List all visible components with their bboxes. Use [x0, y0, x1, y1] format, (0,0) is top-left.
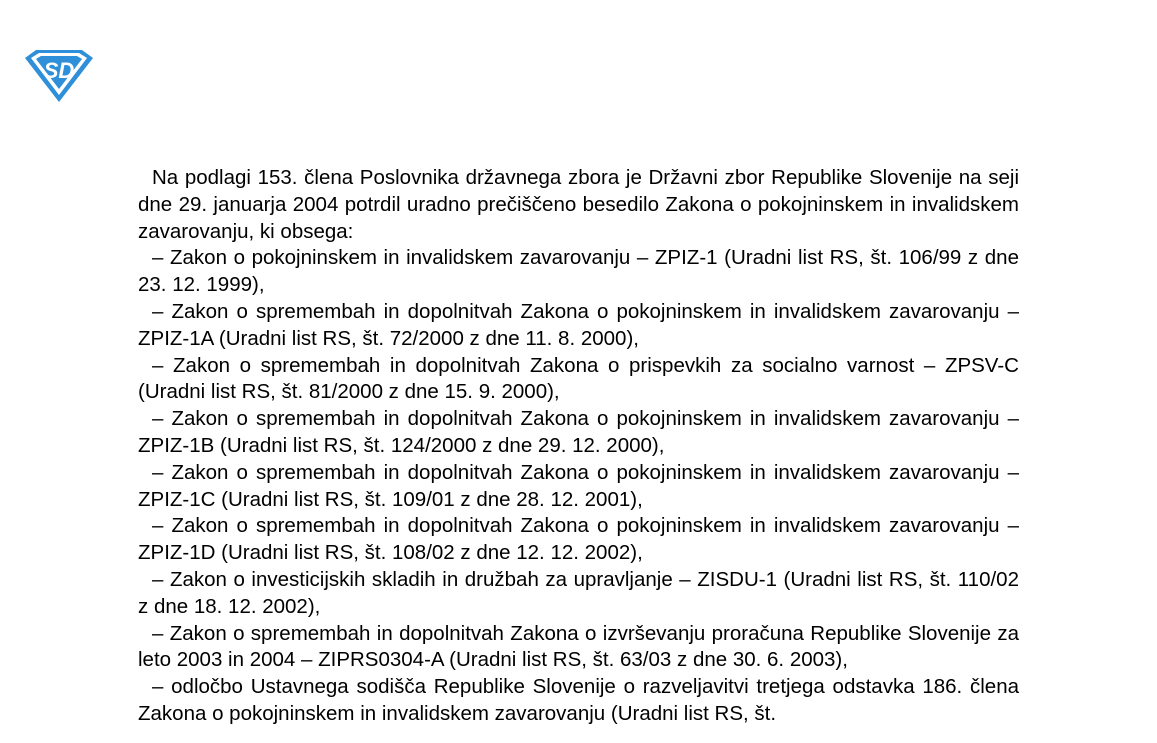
intro-paragraph: Na podlagi 153. člena Poslovnika državnega zbora je Državni zbor Republike Slovenije na seji dne 29. januarja 2004 potrdil uradno prečiščeno besedilo Zakona o pokojninskem in invalidskem zavarovanju, ki obsega: [138, 166, 1019, 243]
list-item: – Zakon o spremembah in dopolnitvah Zakona o izvrševanju proračuna Republike Slovenije za leto 2003 in 2004 – ZIPRS0304-A (Uradni list RS, št. 63/03 z dne 30. 6. 2003), [138, 621, 1019, 672]
list-item: – Zakon o spremembah in dopolnitvah Zakona o pokojninskem in invalidskem zavarovanju – ZPIZ-1D (Uradni list RS, št. 108/02 z dne 12. 12. 2002), [138, 514, 1019, 565]
list-item: – Zakon o spremembah in dopolnitvah Zakona o pokojninskem in invalidskem zavarovanju – ZPIZ-1B (Uradni list RS, št. 124/2000 z dne 29. 12. 2000), [138, 407, 1019, 457]
list-item: – Zakon o investicijskih skladih in družbah za upravljanje – ZISDU-1 (Uradni list RS, št. 110/02 z dne 18. 12. 2002), [138, 567, 1019, 618]
list-item: – odločbo Ustavnega sodišča Republike Slovenije o razveljavitvi tretjega odstavka 186. člena Zakona o pokojninskem in invalidskem zavarovanju (Uradni list RS, št. [138, 675, 1019, 725]
list-item: – Zakon o spremembah in dopolnitvah Zakona o pokojninskem in invalidskem zavarovanju – ZPIZ-1C (Uradni list RS, št. 109/01 z dne 28. 12. 2001), [138, 460, 1019, 511]
list-item: – Zakon o spremembah in dopolnitvah Zakona o pokojninskem in invalidskem zavarovanju – ZPIZ-1A (Uradni list RS, št. 72/2000 z dne 11. 8. 2000), [138, 299, 1019, 350]
svg-text:SD: SD [43, 58, 75, 83]
sd-shield-logo-icon [22, 48, 96, 104]
list-item: – Zakon o spremembah in dopolnitvah Zakona o prispevkih za socialno varnost – ZPSV-C (Uradni list RS, št. 81/2000 z dne 15. 9. 2000), [138, 353, 1019, 404]
list-item: – Zakon o pokojninskem in invalidskem zavarovanju – ZPIZ-1 (Uradni list RS, št. 106/99 z dne 23. 12. 1999), [138, 246, 1019, 297]
document-body [138, 165, 1019, 728]
